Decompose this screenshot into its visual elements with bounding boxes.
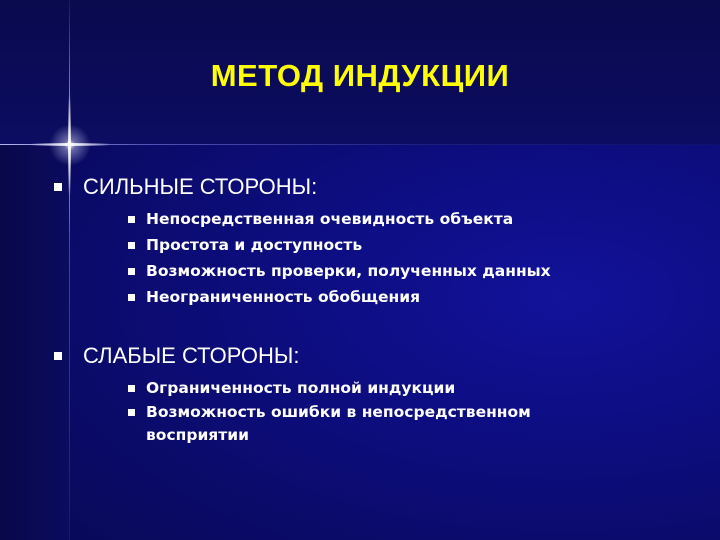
list-item: Возможность проверки, полученных данных (128, 258, 688, 284)
list-item: Неограниченность обобщения (128, 284, 688, 310)
list-item: Возможность ошибки в непосредственном восприятии (128, 401, 598, 447)
square-bullet-icon (128, 216, 135, 223)
square-bullet-icon (128, 268, 135, 275)
square-bullet-icon (128, 294, 135, 301)
square-bullet-icon (128, 409, 135, 416)
weaknesses-list (128, 375, 598, 447)
square-bullet-icon (54, 183, 62, 191)
list-item: Простота и доступность (128, 232, 688, 258)
square-bullet-icon (54, 352, 62, 360)
strengths-heading-text: СИЛЬНЫЕ СТОРОНЫ: (83, 174, 318, 199)
weaknesses-heading (54, 343, 299, 369)
list-item: Ограниченность полной индукции (128, 375, 598, 401)
square-bullet-icon (128, 242, 135, 249)
strengths-list (128, 206, 688, 310)
weaknesses-heading-text: СЛАБЫЕ СТОРОНЫ: (83, 343, 300, 368)
square-bullet-icon (128, 385, 135, 392)
slide-title: МЕТОД ИНДУКЦИИ (210, 58, 510, 93)
strengths-heading (54, 174, 317, 200)
list-item: Непосредственная очевидность объекта (128, 206, 688, 232)
